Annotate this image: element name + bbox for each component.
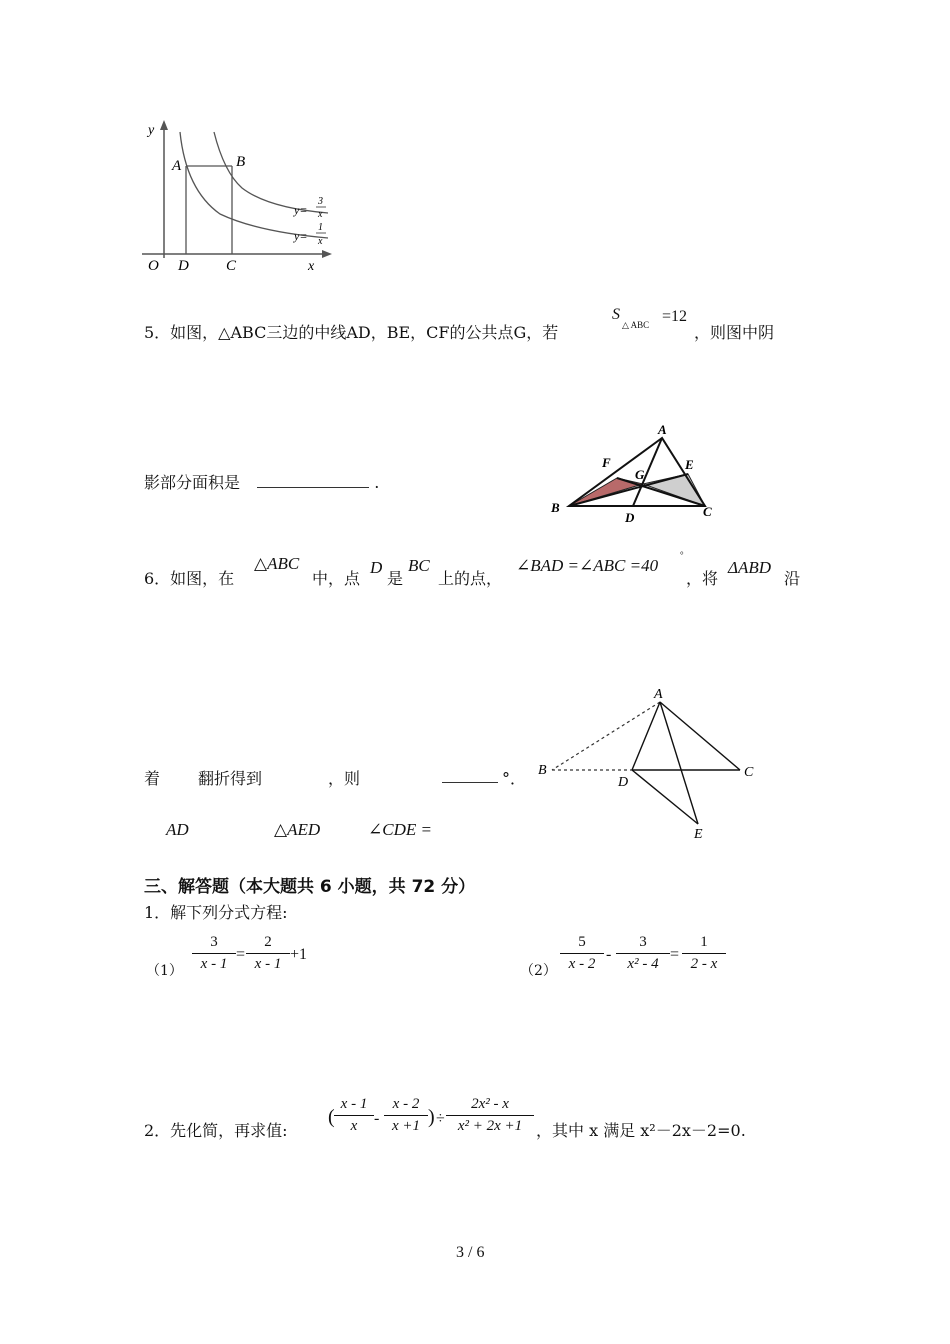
- p1-eq2-n1: 5: [578, 934, 586, 950]
- p1-eq1-tail: +1: [290, 946, 308, 963]
- q6-degree: °: [680, 550, 684, 560]
- q6-mid1: 中，点: [312, 569, 361, 588]
- label-d: D: [178, 258, 189, 274]
- p1-eq2: [516, 930, 756, 984]
- q6-sub-aed: △AED: [274, 820, 321, 839]
- fig5-label-f: F: [602, 455, 611, 470]
- p2-frac1: [334, 1096, 374, 1135]
- p1-eq2-d2: x² - 4: [616, 953, 670, 973]
- q5-line1-end: [694, 320, 774, 343]
- p2-frac2: [384, 1096, 428, 1135]
- q6-mid4: ，将: [686, 569, 719, 588]
- fig5-label-c: C: [703, 504, 712, 519]
- q5-area-symbol: S: [612, 306, 620, 323]
- q5-answer-blank[interactable]: [257, 473, 369, 488]
- p1-eq2-equals: =: [670, 946, 680, 963]
- q5-prefix: 5．如图，△ABC三边的中线AD，BE，CF的公共点G，若: [144, 323, 559, 342]
- p1-title: 1．解下列分式方程:: [144, 903, 288, 922]
- q6-line1: [144, 550, 824, 590]
- label-x: x: [308, 259, 315, 274]
- label-o: O: [148, 258, 159, 274]
- q6-answer-blank[interactable]: [442, 768, 498, 783]
- fig6-label-d: D: [618, 775, 629, 790]
- section3-heading: 三、解答题（本大题共 6 小题，共 72 分）: [144, 877, 476, 897]
- q6-line2: [144, 766, 544, 790]
- label-b: B: [236, 154, 246, 170]
- p1-eq2-d3: 2 - x: [682, 953, 726, 973]
- q6-line2-c: ，则: [328, 769, 361, 788]
- p1-eq2-frac1: [560, 934, 604, 973]
- p2-prefix: 2．先化简，再求值:: [144, 1121, 288, 1140]
- q5-line2-text: 影部分面积是: [144, 473, 241, 492]
- curve-y-1-over-x: [180, 132, 328, 238]
- q5-suffix: ，则图中阴: [694, 323, 775, 342]
- p1-eq2-frac3: [682, 934, 726, 973]
- p2-n2: x - 2: [392, 1096, 420, 1112]
- q5-area-value: =12: [662, 308, 688, 325]
- q5-line1: [144, 320, 558, 343]
- q6-mid2: 是: [387, 569, 404, 588]
- p1-eq1-frac2: [246, 934, 290, 973]
- q6-line2-d: °．: [502, 769, 527, 788]
- y-axis-arrow: [160, 120, 168, 130]
- p1-eq1-frac1: [192, 934, 236, 973]
- label-a: A: [172, 158, 182, 174]
- q5-area-expression: [612, 306, 692, 338]
- curve2-num: 1: [318, 222, 323, 233]
- p2-close-paren: ): [428, 1106, 435, 1128]
- q6-angle-equation: ∠BAD =∠ABC =40: [516, 556, 659, 575]
- q6-mid3: 上的点，: [438, 569, 503, 588]
- p1-eq1-equals: =: [236, 946, 246, 963]
- q6-tri-abd: ΔABD: [728, 558, 772, 577]
- fig5-label-e: E: [685, 457, 694, 472]
- q6-end: 沿: [784, 569, 801, 588]
- q6-tri-abc: △ABC: [254, 554, 300, 573]
- median-triangle-figure: [545, 420, 725, 525]
- curve2-lhs: y=: [294, 229, 308, 243]
- segment-ac: [660, 702, 740, 770]
- segment-ae: [660, 702, 698, 824]
- p1-eq1-label: （1）: [146, 963, 183, 979]
- dashed-ab: [552, 702, 660, 770]
- q5-line2-end: .: [374, 473, 380, 492]
- q6-sub-cde: ∠CDE =: [368, 820, 432, 839]
- p1-eq1-n1: 3: [210, 934, 218, 950]
- p2-frac3: [446, 1096, 534, 1135]
- fig5-label-b: B: [551, 500, 560, 515]
- p1-eq2-d1: x - 2: [560, 953, 604, 973]
- p2-n3: 2x² - x: [471, 1096, 509, 1112]
- fig5-label-g: G: [635, 467, 645, 482]
- hyperbola-figure: [138, 118, 348, 278]
- p2-d1: x: [334, 1115, 374, 1135]
- curve1-den: x: [318, 209, 323, 220]
- p1-eq2-label: （2）: [520, 963, 557, 979]
- fig6-label-a: A: [654, 687, 663, 702]
- p2-open-paren: (: [328, 1106, 335, 1128]
- fold-triangle-figure: [532, 682, 762, 842]
- fig6-label-e: E: [694, 827, 703, 842]
- q6-point-d: D: [370, 558, 383, 577]
- p1-eq1-d2: x - 1: [246, 953, 290, 973]
- p2-divide: ÷: [436, 1110, 445, 1127]
- p2-minus: -: [374, 1110, 380, 1127]
- p2-line: [144, 1096, 804, 1150]
- q6-seg-bc: BC: [408, 556, 430, 575]
- label-c: C: [226, 258, 237, 274]
- curve-y-3-over-x: [214, 132, 328, 213]
- fig5-label-a: A: [658, 422, 667, 437]
- q6-line2-b: 翻折得到: [198, 769, 263, 788]
- p2-d2: x +1: [384, 1115, 428, 1135]
- fig6-label-b: B: [538, 763, 547, 778]
- q6-prefix: 6．如图，在: [144, 569, 235, 588]
- p1-eq1-d1: x - 1: [192, 953, 236, 973]
- curve1-num: 3: [318, 196, 323, 207]
- fig6-label-c: C: [744, 765, 754, 780]
- q6-sub-ad: AD: [166, 820, 189, 839]
- q6-line3: [166, 820, 466, 844]
- q6-line2-a: 着: [144, 769, 161, 788]
- fig5-label-d: D: [625, 510, 635, 525]
- p1-eq2-frac2: [616, 934, 670, 973]
- page-number: 3 / 6: [456, 1244, 485, 1261]
- q5-line2: [144, 470, 379, 493]
- curve1-lhs: y=: [294, 203, 308, 217]
- p1-eq1: [140, 930, 340, 984]
- x-axis-arrow: [322, 250, 332, 258]
- q5-area-subscript: △ ABC: [622, 320, 650, 330]
- segment-de: [632, 770, 698, 824]
- p1-eq2-n3: 1: [700, 934, 708, 950]
- p2-n1: x - 1: [340, 1096, 368, 1112]
- p2-d3: x² + 2x +1: [446, 1115, 534, 1135]
- label-y: y: [148, 123, 155, 138]
- p1-eq2-minus: -: [606, 946, 612, 963]
- curve2-den: x: [318, 236, 323, 247]
- segment-ad: [632, 702, 660, 770]
- p1-eq1-n2: 2: [264, 934, 272, 950]
- p1-eq2-n2: 3: [639, 934, 647, 950]
- p2-suffix: ，其中 x 满足 x²－2x－2=0.: [536, 1121, 746, 1140]
